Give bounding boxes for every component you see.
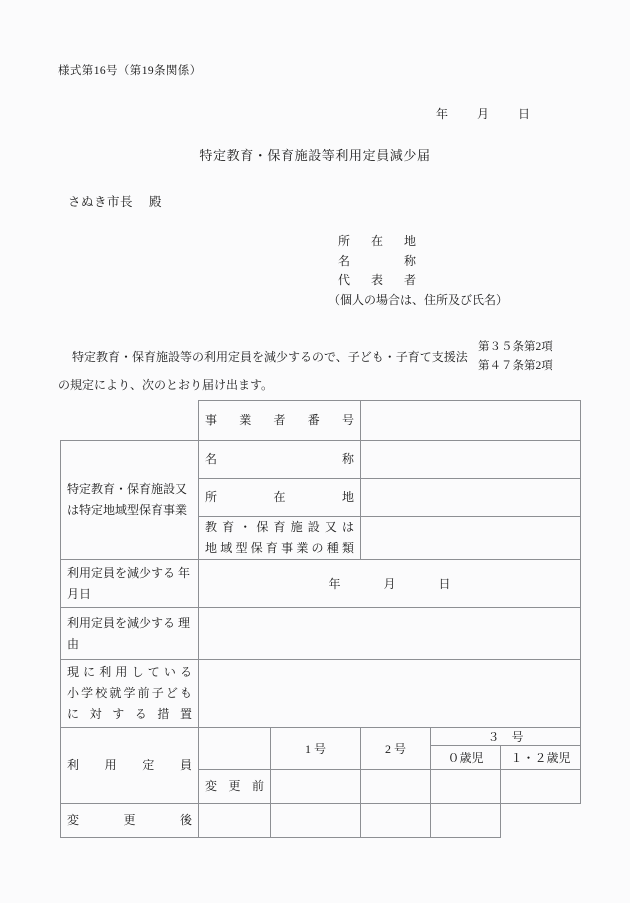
facility-type-label-cell [199, 517, 361, 560]
addressee-name: さぬき市長 [68, 195, 134, 209]
facility-name-label: 名称 [205, 452, 355, 466]
reduce-date-ymd [328, 577, 450, 591]
reduce-reason-label-line2: 理由 [67, 615, 191, 651]
date-month-label: 月 [477, 107, 490, 121]
measures-label-line1: 現に利用している [67, 665, 192, 679]
measures-label-line3: に対する措置 [67, 707, 192, 721]
addressee-honorific: 殿 [149, 195, 163, 209]
facility-location-label-cell [199, 479, 361, 517]
sender-block [328, 232, 509, 310]
capacity-before-value-2[interactable] [361, 770, 431, 804]
measures-value-cell[interactable] [199, 660, 581, 728]
capacity-after-value-1[interactable] [199, 804, 271, 838]
facility-name-value-cell[interactable] [361, 441, 581, 479]
addressee [68, 192, 162, 210]
facility-type-label-line1: 教育・保育施設又は [205, 520, 355, 534]
article-reference-2: 第４７条第2項 [478, 360, 553, 372]
facility-group-label-cell [61, 441, 199, 560]
spacer-cell [61, 401, 199, 441]
body-lead: 特定教育・保育施設等の利用定員を減少するので、子ども・子育て支援法 [72, 350, 468, 364]
table-row-measures [61, 660, 581, 728]
measures-label-line2: 小学校就学前子ども [67, 686, 192, 700]
reduce-reason-label-cell [61, 608, 199, 660]
date-day-label: 日 [518, 107, 531, 121]
table-row-capacity-header [61, 728, 581, 746]
capacity-after-value-2[interactable] [271, 804, 361, 838]
reduce-date-label-cell [61, 560, 199, 608]
table-row-capacity-after [61, 804, 581, 838]
sender-name-label: 名称 [338, 253, 416, 268]
reduce-date-year-label: 年 [328, 577, 341, 591]
reduce-reason-value-cell[interactable] [199, 608, 581, 660]
sender-individual-note: （個人の場合は、住所及び氏名） [328, 292, 509, 307]
form-number: 様式第16号（第19条関係） [58, 65, 202, 77]
capacity-before-label: 変更前 [205, 779, 264, 793]
reduce-date-month-label: 月 [383, 577, 396, 591]
capacity-row-label: 利用定員 [67, 758, 192, 772]
capacity-col-3-group-header: ３ 号 [431, 728, 581, 746]
capacity-after-value-3a[interactable] [361, 804, 431, 838]
date-line [436, 105, 530, 122]
measures-label-cell [61, 660, 199, 728]
reduce-date-value-cell[interactable] [199, 560, 581, 608]
reduce-date-label-line1: 利用定員を減少する [67, 565, 176, 580]
form-table [60, 400, 581, 838]
facility-type-value-cell[interactable] [361, 517, 581, 560]
table-row-reduce-date [61, 560, 581, 608]
facility-group-label: 特定教育・保育施設又は特定地域型保育事業 [67, 482, 188, 517]
capacity-before-label-cell [199, 770, 271, 804]
article-reference-1: 第３５条第2項 [478, 341, 553, 353]
capacity-col-1-header: 1 号 [271, 728, 361, 770]
capacity-before-value-1[interactable] [271, 770, 361, 804]
business-number-label: 事業者番号 [205, 413, 355, 427]
body-closing: の規定により、次のとおり届け出ます。 [58, 378, 274, 392]
business-number-value-cell[interactable] [361, 401, 581, 441]
sender-location-label: 所在地 [338, 234, 416, 248]
table-row-reduce-reason [61, 608, 581, 660]
facility-location-label: 所在地 [205, 490, 355, 504]
capacity-after-label: 変更後 [67, 813, 192, 827]
capacity-col-3-sub-b-header: １・２歳児 [501, 746, 581, 770]
table-row-facility-name [61, 441, 581, 479]
page-title: 特定教育・保育施設等利用定員減少届 [199, 148, 431, 163]
capacity-corner-cell [199, 728, 271, 770]
facility-type-label-line2: 地域型保育事業の種類 [205, 541, 355, 555]
facility-location-value-cell[interactable] [361, 479, 581, 517]
business-number-label-cell [199, 401, 361, 441]
capacity-before-value-3b[interactable] [501, 770, 581, 804]
date-year-label: 年 [436, 107, 449, 121]
capacity-before-value-3a[interactable] [431, 770, 501, 804]
article-references [478, 338, 553, 376]
table-row-business-number [61, 401, 581, 441]
sender-representative-label: 代表者 [338, 273, 416, 287]
capacity-col-2-header: 2 号 [361, 728, 431, 770]
reduce-date-label-line2: 年月日 [67, 565, 191, 601]
capacity-after-value-3b[interactable] [431, 804, 501, 838]
form-table-wrapper [60, 400, 580, 838]
capacity-after-label-cell [61, 804, 199, 838]
reduce-date-day-label: 日 [438, 577, 451, 591]
reduce-reason-label-line1: 利用定員を減少する [67, 615, 176, 630]
facility-name-label-cell [199, 441, 361, 479]
body-text [58, 340, 586, 392]
capacity-row-label-cell [61, 728, 199, 804]
capacity-col-3-sub-a-header: ０歳児 [431, 746, 501, 770]
